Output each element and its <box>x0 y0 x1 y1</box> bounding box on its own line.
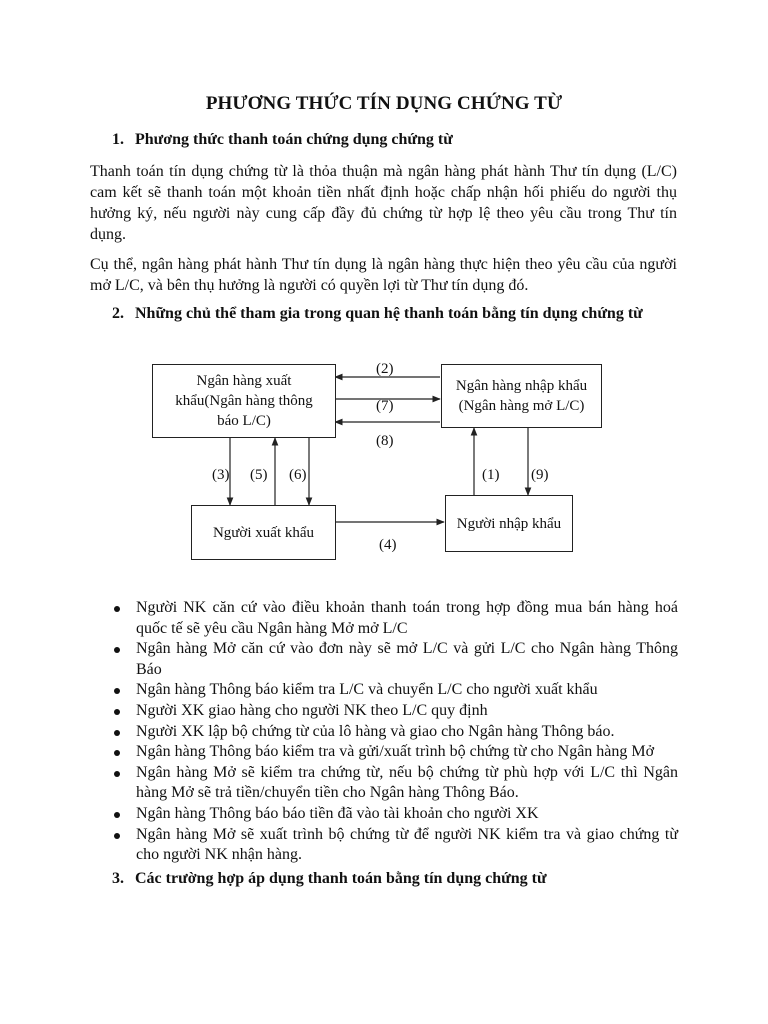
list-item <box>112 639 678 680</box>
list-item <box>112 742 678 763</box>
list-item <box>112 722 678 743</box>
list-item <box>112 680 678 701</box>
bullet-icon <box>114 688 120 694</box>
list-item-text: Người XK giao hàng cho người NK theo L/C quy định <box>136 701 488 719</box>
bullet-icon <box>114 812 120 818</box>
list-item <box>112 804 678 825</box>
box-importer-label: Người nhập khẩu <box>456 515 562 532</box>
label-7: (7) <box>376 398 394 414</box>
bullet-icon <box>114 730 120 736</box>
label-3: (3) <box>212 467 230 483</box>
label-1: (1) <box>482 467 500 483</box>
box-export-bank <box>152 364 336 438</box>
list-item <box>112 763 678 804</box>
box-exporter <box>191 505 336 560</box>
list-item-text: Ngân hàng Thông báo kiểm tra và gửi/xuất trình bộ chứng từ cho Ngân hàng Mở <box>136 743 655 761</box>
bullet-icon <box>114 606 120 612</box>
page-title: PHƯƠNG THỨC TÍN DỤNG CHỨNG TỪ <box>205 93 563 114</box>
label-8: (8) <box>376 433 394 449</box>
box-import-bank-label: Ngân hàng nhập khẩu (Ngân hàng mở L/C) <box>455 378 588 414</box>
bullet-icon <box>114 833 120 839</box>
section-3-number: 3. <box>112 870 124 887</box>
bullet-icon <box>114 750 120 756</box>
label-4: (4) <box>379 537 397 553</box>
list-item <box>112 825 678 866</box>
list-item-text: Người XK lập bộ chứng từ của lô hàng và giao cho Ngân hàng Thông báo. <box>136 722 615 740</box>
lc-flow-diagram <box>148 350 608 565</box>
bullet-icon <box>114 709 120 715</box>
list-item <box>112 598 678 639</box>
section-1-title: Phương thức thanh toán chứng dụng chứng từ <box>135 131 453 148</box>
box-exporter-label: Người xuất khẩu <box>212 524 315 541</box>
bullet-icon <box>114 771 120 777</box>
section-1-paragraph-1: Thanh toán tín dụng chứng từ là thỏa thuận mà ngân hàng phát hành Thư tín dụng (L/C) cam kết sẽ thanh toán một khoản tiền nhất định hoặc chấp nhận hối phiếu do người thụ hưởng ký, nếu người này cung cấp đầy đủ chứng từ hợp lệ theo yêu cầu trong Thư tín dụng. <box>90 163 677 243</box>
section-3-title: Các trường hợp áp dụng thanh toán bằng tín dụng chứng từ <box>135 870 547 887</box>
list-item-text: Ngân hàng Mở sẽ xuất trình bộ chứng từ để người NK kiểm tra và giao chứng từ cho người NK nhận hàng. <box>136 825 678 864</box>
list-item-text: Ngân hàng Mở sẽ kiểm tra chứng từ, nếu bộ chứng từ phù hợp với L/C thì Ngân hàng Mở sẽ trả tiền/chuyển tiền cho Ngân hàng Thông Báo. <box>136 763 678 802</box>
section-2-title: Những chủ thể tham gia trong quan hệ thanh toán bằng tín dụng chứng từ <box>135 305 643 322</box>
list-item <box>112 701 678 722</box>
section-1-paragraph-2: Cụ thể, ngân hàng phát hành Thư tín dụng là ngân hàng thực hiện theo yêu cầu của người mở L/C, và bên thụ hưởng là người có quyền lợi từ Thư tín dụng đó. <box>90 256 677 294</box>
list-item-text: Ngân hàng Mở căn cứ vào đơn này sẽ mở L/C và gửi L/C cho Ngân hàng Thông Báo <box>136 640 678 678</box>
label-2: (2) <box>376 361 394 377</box>
box-import-bank <box>441 364 602 428</box>
list-item-text: Ngân hàng Thông báo báo tiền đã vào tài khoản cho người XK <box>136 804 539 822</box>
section-1-number: 1. <box>112 131 124 148</box>
list-item-text: Ngân hàng Thông báo kiểm tra L/C và chuyển L/C cho người xuất khẩu <box>136 681 598 699</box>
label-6: (6) <box>289 467 307 483</box>
box-export-bank-label: Ngân hàng xuất khẩu(Ngân hàng thông báo L/C) <box>175 373 313 429</box>
section-2-number: 2. <box>112 305 124 322</box>
label-5: (5) <box>250 467 268 483</box>
box-importer <box>445 495 573 552</box>
process-steps-list <box>112 598 678 866</box>
label-9: (9) <box>531 467 549 483</box>
list-item-text: Người NK căn cứ vào điều khoản thanh toán trong hợp đồng mua bán hàng hoá quốc tế sẽ yêu cầu Ngân hàng Mở mở L/C <box>136 599 678 637</box>
bullet-icon <box>114 647 120 653</box>
